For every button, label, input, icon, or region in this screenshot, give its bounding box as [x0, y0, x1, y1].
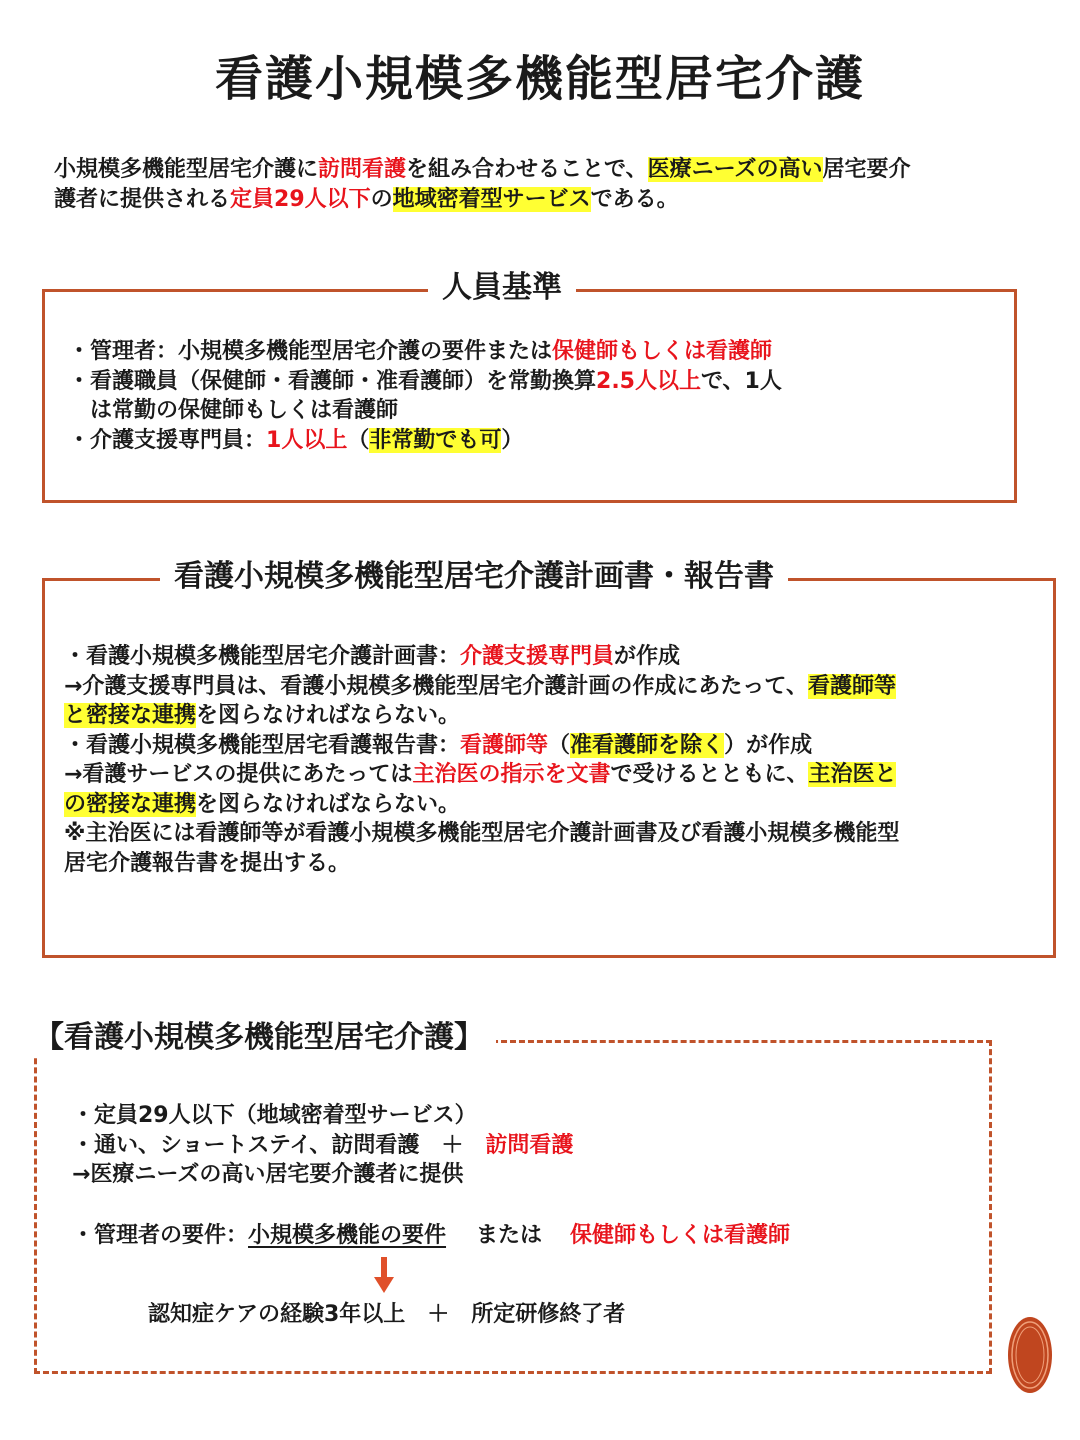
text-segment: ）が作成 [724, 732, 813, 758]
plan-report-list [64, 642, 899, 878]
highlighted-text: と密接な連携 [64, 703, 197, 728]
list-item [64, 790, 899, 820]
requirement-label: ・管理者の要件： [72, 1223, 249, 1248]
manager-requirement [72, 1221, 790, 1251]
intro-line [54, 185, 1044, 215]
text-segment: で受けるとともに、 [610, 762, 809, 787]
text-segment: →医療ニーズの高い居宅要介護者に提供 [72, 1162, 464, 1187]
text-segment: →介護支援専門員は、看護小規模多機能型居宅介護計画の作成にあたって、 [64, 673, 808, 699]
text-segment: を組み合わせることで、 [406, 157, 648, 182]
text-segment: ・通い、ショートステイ、訪問看護 ＋ [72, 1132, 486, 1158]
requirement-or: または [476, 1223, 543, 1248]
list-item [72, 1101, 573, 1131]
highlighted-text: 非常勤でも可 [369, 427, 502, 453]
list-item [68, 396, 782, 426]
text-segment: ※主治医には看護師等が看護小規模多機能型居宅介護計画書及び看護小規模多機能型 [64, 821, 900, 846]
list-item [64, 760, 899, 790]
highlighted-text: 看護師等 [808, 673, 897, 699]
emphasis-text: 2.5人以上 [596, 368, 701, 394]
arrow-down-icon [374, 1257, 394, 1293]
page-title: 看護小規模多機能型居宅介護 [214, 51, 865, 107]
emphasis-text: 訪問看護 [485, 1132, 574, 1158]
text-segment: は常勤の保健師もしくは看護師 [68, 398, 399, 423]
emphasis-text: 介護支援専門員 [460, 644, 615, 669]
text-segment: を図らなければならない。 [196, 791, 461, 817]
text-segment: 護者に提供される [54, 187, 231, 212]
text-segment: （ [347, 427, 370, 453]
summary-list [72, 1101, 573, 1190]
text-segment: ・看護職員（保健師・看護師・准看護師）を常勤換算 [68, 368, 597, 394]
emphasis-text: 保健師もしくは看護師 [552, 339, 773, 364]
text-segment: の [370, 187, 393, 212]
list-item [64, 701, 899, 731]
text-segment: ・定員29人以下（地域密着型サービス） [72, 1103, 477, 1128]
list-item [72, 1131, 573, 1161]
text-segment: ・看護小規模多機能型居宅介護計画書： [64, 644, 461, 669]
emphasis-text: 看護師等 [460, 732, 549, 758]
requirement-red: 保健師もしくは看護師 [570, 1223, 791, 1248]
list-item [64, 642, 899, 672]
text-segment: で、1人 [701, 368, 782, 394]
list-item [68, 337, 782, 367]
requirement-detail: 認知症ケアの経験3年以上 ＋ 所定研修終了者 [148, 1302, 626, 1327]
intro-line [54, 155, 1044, 185]
requirement-underlined: 小規模多機能の要件 [248, 1223, 447, 1248]
list-item [64, 819, 899, 849]
text-segment: である。 [590, 187, 679, 212]
text-segment: （ [548, 732, 571, 758]
list-item [64, 672, 899, 702]
text-segment: ・管理者：小規模多機能型居宅介護の要件または [68, 339, 553, 364]
list-item [72, 1160, 573, 1190]
text-segment: 居宅要介 [822, 157, 911, 182]
emphasis-text: 訪問看護 [318, 157, 407, 182]
list-item [64, 849, 899, 879]
text-segment: 居宅介護報告書を提出する。 [64, 850, 351, 876]
text-segment: 小規模多機能型居宅介護に [54, 157, 319, 182]
emphasis-text: 1人以上 [266, 427, 348, 453]
intro-paragraph [54, 155, 1044, 215]
decorative-oval-icon [1006, 1315, 1054, 1395]
summary-heading: 【看護小規模多機能型居宅介護】 [34, 1018, 496, 1058]
staff-standards-list [68, 337, 782, 455]
highlighted-text: 主治医と [808, 762, 897, 787]
text-segment: を図らなければならない。 [196, 703, 461, 728]
text-segment: ） [501, 427, 524, 453]
text-segment: ・看護小規模多機能型居宅看護報告書： [64, 732, 461, 758]
text-segment: が作成 [614, 644, 681, 669]
list-item [68, 367, 782, 397]
emphasis-text: 主治医の指示を文書 [412, 762, 611, 787]
highlighted-text: の密接な連携 [64, 791, 197, 817]
emphasis-text: 定員29人以下 [230, 187, 371, 212]
text-segment: ・介護支援専門員： [68, 427, 267, 453]
highlighted-text: 准看護師を除く [570, 732, 725, 758]
text-segment: →看護サービスの提供にあたっては [64, 762, 413, 787]
highlighted-text: 医療ニーズの高い [647, 157, 823, 182]
list-item [64, 731, 899, 761]
list-item [68, 426, 782, 456]
plan-report-heading: 看護小規模多機能型居宅介護計画書・報告書 [160, 557, 788, 597]
highlighted-text: 地域密着型サービス [392, 187, 591, 212]
staff-standards-heading: 人員基準 [428, 268, 576, 308]
